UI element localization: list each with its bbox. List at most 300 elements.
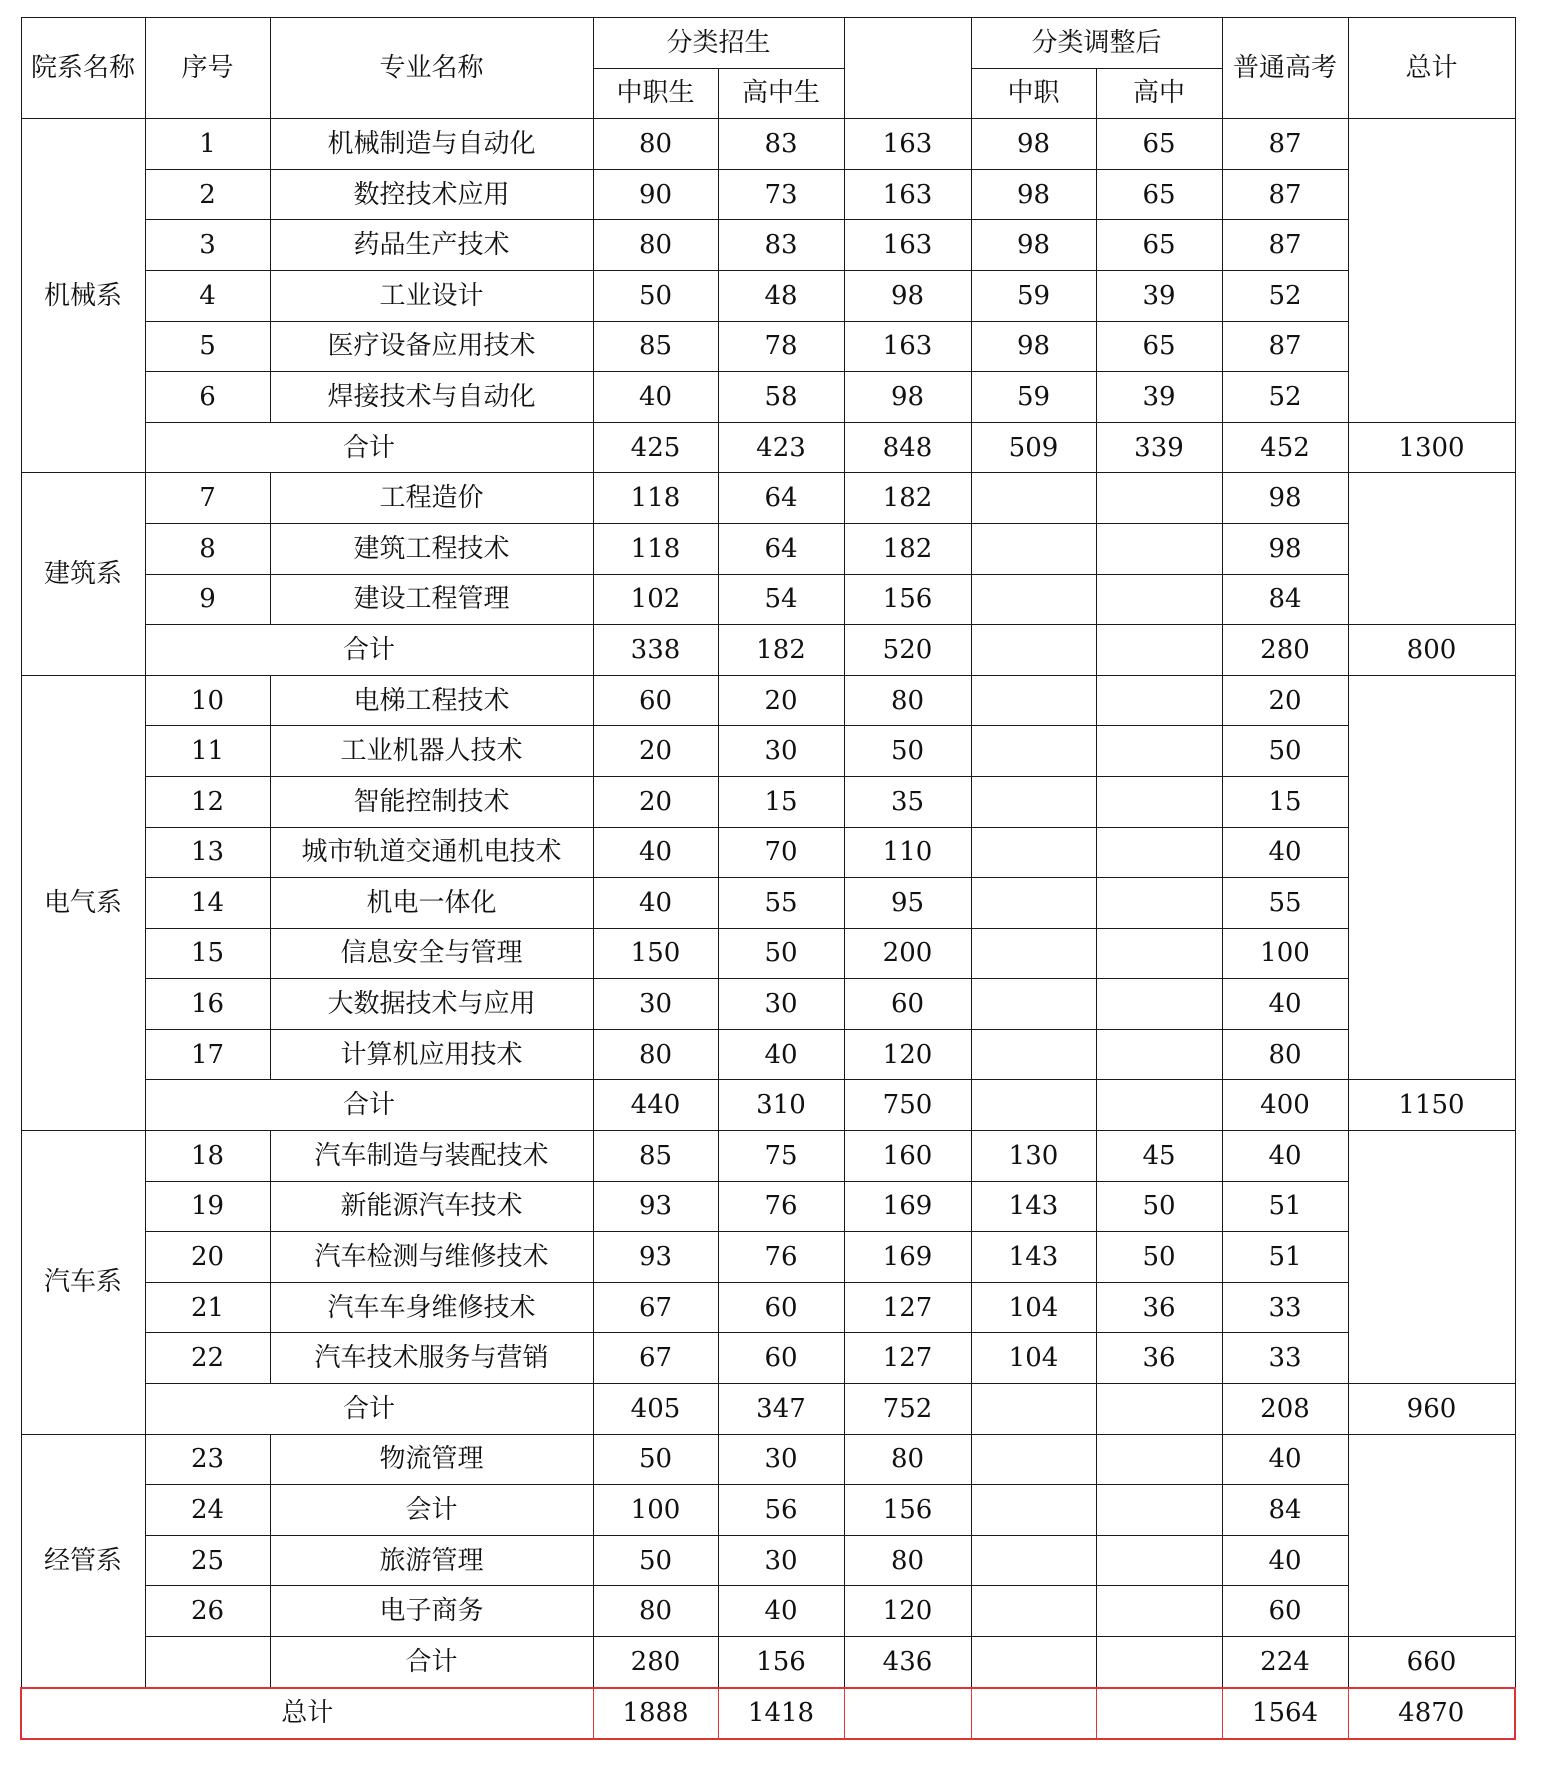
classified-sum-cell: 160 [844,1131,971,1182]
major-cell: 汽车制造与装配技术 [270,1131,593,1182]
gaokao-cell: 33 [1222,1333,1348,1384]
table-row [21,1586,1515,1637]
subtotal-adj-gz: 339 [1096,422,1222,473]
subtotal-sum: 436 [844,1637,971,1688]
gaokao-cell: 84 [1222,1485,1348,1536]
classified-zz-cell: 118 [593,473,718,524]
gaokao-cell: 51 [1222,1181,1348,1232]
subtotal-gz: 347 [718,1384,844,1435]
seq-cell: 7 [145,473,270,524]
classified-sum-cell: 98 [844,372,971,423]
table-row [21,473,1515,524]
grand-total-zz: 1888 [593,1688,718,1740]
classified-sum-cell: 98 [844,270,971,321]
gaokao-cell: 80 [1222,1029,1348,1080]
adjusted-zz-cell: 143 [971,1181,1096,1232]
grand-total-row [21,1688,1515,1740]
classified-gz-cell: 40 [718,1586,844,1637]
gaokao-cell: 55 [1222,878,1348,929]
header-classified: 分类招生 [593,18,844,69]
classified-gz-cell: 64 [718,523,844,574]
classified-sum-cell: 80 [844,1434,971,1485]
table-row [21,827,1515,878]
classified-sum-cell: 127 [844,1282,971,1333]
subtotal-adj-gz [1096,1080,1222,1131]
adjusted-zz-cell [971,878,1096,929]
adjusted-zz-cell [971,1586,1096,1637]
gaokao-cell: 33 [1222,1282,1348,1333]
classified-gz-cell: 83 [718,220,844,271]
major-cell: 机电一体化 [270,878,593,929]
seq-cell: 5 [145,321,270,372]
header-sum [844,18,971,119]
classified-zz-cell: 100 [593,1485,718,1536]
classified-gz-cell: 30 [718,1434,844,1485]
seq-cell: 16 [145,979,270,1030]
subtotal-adj-gz [1096,1637,1222,1688]
subtotal-gz: 156 [718,1637,844,1688]
classified-zz-cell: 67 [593,1282,718,1333]
major-cell: 医疗设备应用技术 [270,321,593,372]
gaokao-cell: 87 [1222,119,1348,170]
adjusted-gz-cell [1096,1485,1222,1536]
classified-sum-cell: 169 [844,1232,971,1283]
gaokao-cell: 98 [1222,523,1348,574]
classified-gz-cell: 40 [718,1029,844,1080]
classified-gz-cell: 75 [718,1131,844,1182]
seq-cell: 14 [145,878,270,929]
subtotal-total: 960 [1348,1384,1515,1435]
subtotal-zz: 338 [593,625,718,676]
header-major: 专业名称 [270,18,593,119]
adjusted-gz-cell: 65 [1096,321,1222,372]
major-cell: 机械制造与自动化 [270,119,593,170]
major-cell: 工程造价 [270,473,593,524]
subtotal-gaokao: 208 [1222,1384,1348,1435]
major-cell: 焊接技术与自动化 [270,372,593,423]
subtotal-sum: 848 [844,422,971,473]
seq-cell: 24 [145,1485,270,1536]
adjusted-gz-cell [1096,827,1222,878]
seq-cell: 23 [145,1434,270,1485]
major-cell: 信息安全与管理 [270,928,593,979]
total-cell-empty [1348,119,1515,423]
subtotal-gaokao: 280 [1222,625,1348,676]
subtotal-row [21,1637,1515,1688]
subtotal-row [21,625,1515,676]
seq-cell: 12 [145,776,270,827]
table-row [21,726,1515,777]
major-cell: 大数据技术与应用 [270,979,593,1030]
subtotal-adj-zz [971,625,1096,676]
subtotal-row [21,422,1515,473]
gaokao-cell: 60 [1222,1586,1348,1637]
seq-cell: 13 [145,827,270,878]
subtotal-row [21,1384,1515,1435]
adjusted-zz-cell [971,827,1096,878]
seq-cell: 6 [145,372,270,423]
classified-gz-cell: 50 [718,928,844,979]
subtotal-zz: 440 [593,1080,718,1131]
subtotal-gz: 310 [718,1080,844,1131]
adjusted-zz-cell: 98 [971,220,1096,271]
classified-sum-cell: 163 [844,321,971,372]
adjusted-zz-cell [971,1535,1096,1586]
major-cell: 会计 [270,1485,593,1536]
adjusted-zz-cell [971,574,1096,625]
adjusted-zz-cell [971,523,1096,574]
seq-cell: 11 [145,726,270,777]
classified-sum-cell: 182 [844,523,971,574]
classified-zz-cell: 80 [593,1029,718,1080]
major-cell: 城市轨道交通机电技术 [270,827,593,878]
table-row [21,321,1515,372]
major-cell: 计算机应用技术 [270,1029,593,1080]
classified-zz-cell: 85 [593,1131,718,1182]
gaokao-cell: 20 [1222,675,1348,726]
adjusted-gz-cell [1096,726,1222,777]
classified-gz-cell: 58 [718,372,844,423]
table-row [21,169,1515,220]
adjusted-zz-cell [971,1434,1096,1485]
classified-sum-cell: 163 [844,119,971,170]
classified-gz-cell: 76 [718,1181,844,1232]
table-row [21,776,1515,827]
classified-zz-cell: 67 [593,1333,718,1384]
adjusted-zz-cell: 98 [971,119,1096,170]
dept-name: 机械系 [21,119,145,473]
adjusted-zz-cell [971,473,1096,524]
dept-name: 建筑系 [21,473,145,675]
adjusted-gz-cell: 65 [1096,169,1222,220]
adjusted-gz-cell: 39 [1096,270,1222,321]
adjusted-gz-cell [1096,675,1222,726]
adjusted-gz-cell: 50 [1096,1232,1222,1283]
classified-gz-cell: 15 [718,776,844,827]
adjusted-gz-cell: 39 [1096,372,1222,423]
classified-zz-cell: 50 [593,270,718,321]
adjusted-zz-cell [971,1485,1096,1536]
classified-gz-cell: 30 [718,979,844,1030]
classified-sum-cell: 156 [844,1485,971,1536]
classified-zz-cell: 93 [593,1232,718,1283]
table-row [21,1333,1515,1384]
adjusted-gz-cell: 65 [1096,220,1222,271]
classified-zz-cell: 50 [593,1434,718,1485]
table-body [21,18,1515,1740]
classified-zz-cell: 118 [593,523,718,574]
total-cell-empty [1348,1434,1515,1636]
classified-sum-cell: 127 [844,1333,971,1384]
header-total: 总计 [1348,18,1515,119]
table-row [21,878,1515,929]
classified-gz-cell: 20 [718,675,844,726]
subtotal-seq-empty [145,1637,270,1688]
table-row [21,928,1515,979]
classified-zz-cell: 60 [593,675,718,726]
table-row [21,1282,1515,1333]
classified-sum-cell: 120 [844,1586,971,1637]
total-cell-empty [1348,473,1515,625]
classified-zz-cell: 40 [593,878,718,929]
subtotal-gaokao: 224 [1222,1637,1348,1688]
subtotal-zz: 405 [593,1384,718,1435]
classified-gz-cell: 70 [718,827,844,878]
classified-zz-cell: 20 [593,726,718,777]
grand-total-label: 总计 [21,1688,593,1740]
header-adjusted-gz: 高中 [1096,68,1222,119]
table-row [21,574,1515,625]
classified-gz-cell: 83 [718,119,844,170]
gaokao-cell: 50 [1222,726,1348,777]
seq-cell: 22 [145,1333,270,1384]
adjusted-zz-cell: 130 [971,1131,1096,1182]
table-row [21,119,1515,170]
adjusted-zz-cell [971,776,1096,827]
major-cell: 新能源汽车技术 [270,1181,593,1232]
header-classified-zz: 中职生 [593,68,718,119]
subtotal-adj-zz [971,1637,1096,1688]
gaokao-cell: 84 [1222,574,1348,625]
seq-cell: 4 [145,270,270,321]
classified-sum-cell: 182 [844,473,971,524]
classified-zz-cell: 85 [593,321,718,372]
header-adjusted: 分类调整后 [971,18,1222,69]
adjusted-gz-cell [1096,1434,1222,1485]
adjusted-gz-cell [1096,1586,1222,1637]
major-cell: 工业机器人技术 [270,726,593,777]
classified-zz-cell: 80 [593,220,718,271]
header-classified-gz: 高中生 [718,68,844,119]
adjusted-gz-cell: 50 [1096,1181,1222,1232]
header-adjusted-zz: 中职 [971,68,1096,119]
classified-gz-cell: 56 [718,1485,844,1536]
table-row [21,270,1515,321]
subtotal-label: 合计 [145,1384,593,1435]
table-row [21,1485,1515,1536]
grand-total-adj-gz [1096,1688,1222,1740]
adjusted-gz-cell: 36 [1096,1282,1222,1333]
subtotal-gaokao: 400 [1222,1080,1348,1131]
subtotal-sum: 520 [844,625,971,676]
classified-zz-cell: 80 [593,1586,718,1637]
major-cell: 汽车技术服务与营销 [270,1333,593,1384]
classified-gz-cell: 60 [718,1282,844,1333]
subtotal-zz: 425 [593,422,718,473]
table-row [21,1232,1515,1283]
gaokao-cell: 98 [1222,473,1348,524]
classified-zz-cell: 40 [593,827,718,878]
table-row [21,220,1515,271]
classified-sum-cell: 169 [844,1181,971,1232]
gaokao-cell: 87 [1222,169,1348,220]
seq-cell: 17 [145,1029,270,1080]
classified-gz-cell: 60 [718,1333,844,1384]
seq-cell: 1 [145,119,270,170]
adjusted-gz-cell [1096,1535,1222,1586]
adjusted-gz-cell [1096,574,1222,625]
adjusted-gz-cell [1096,1029,1222,1080]
classified-sum-cell: 80 [844,1535,971,1586]
adjusted-gz-cell [1096,928,1222,979]
grand-total-total: 4870 [1348,1688,1515,1740]
classified-zz-cell: 150 [593,928,718,979]
adjusted-zz-cell [971,675,1096,726]
subtotal-total: 1150 [1348,1080,1515,1131]
major-cell: 旅游管理 [270,1535,593,1586]
seq-cell: 21 [145,1282,270,1333]
major-cell: 智能控制技术 [270,776,593,827]
adjusted-gz-cell [1096,776,1222,827]
classified-gz-cell: 78 [718,321,844,372]
major-cell: 工业设计 [270,270,593,321]
gaokao-cell: 40 [1222,1535,1348,1586]
classified-gz-cell: 73 [718,169,844,220]
classified-sum-cell: 50 [844,726,971,777]
classified-sum-cell: 110 [844,827,971,878]
grand-total-gz: 1418 [718,1688,844,1740]
classified-zz-cell: 30 [593,979,718,1030]
subtotal-gz: 182 [718,625,844,676]
total-cell-empty [1348,675,1515,1080]
table-row [21,1181,1515,1232]
classified-zz-cell: 80 [593,119,718,170]
major-cell: 数控技术应用 [270,169,593,220]
gaokao-cell: 40 [1222,1131,1348,1182]
table-row [21,372,1515,423]
adjusted-zz-cell [971,979,1096,1030]
classified-gz-cell: 55 [718,878,844,929]
classified-sum-cell: 200 [844,928,971,979]
adjusted-zz-cell: 143 [971,1232,1096,1283]
subtotal-adj-zz [971,1384,1096,1435]
table-row [21,1434,1515,1485]
gaokao-cell: 40 [1222,827,1348,878]
subtotal-gz: 423 [718,422,844,473]
major-cell: 电子商务 [270,1586,593,1637]
classified-zz-cell: 20 [593,776,718,827]
seq-cell: 20 [145,1232,270,1283]
enrollment-table [20,17,1516,1740]
subtotal-adj-gz [1096,625,1222,676]
classified-sum-cell: 80 [844,675,971,726]
subtotal-row [21,1080,1515,1131]
dept-name: 经管系 [21,1434,145,1687]
seq-cell: 9 [145,574,270,625]
gaokao-cell: 52 [1222,270,1348,321]
gaokao-cell: 40 [1222,1434,1348,1485]
classified-gz-cell: 64 [718,473,844,524]
classified-sum-cell: 120 [844,1029,971,1080]
gaokao-cell: 51 [1222,1232,1348,1283]
classified-sum-cell: 163 [844,169,971,220]
table-row [21,523,1515,574]
seq-cell: 26 [145,1586,270,1637]
adjusted-zz-cell: 104 [971,1282,1096,1333]
subtotal-sum: 752 [844,1384,971,1435]
adjusted-zz-cell [971,1029,1096,1080]
classified-gz-cell: 76 [718,1232,844,1283]
major-cell: 电梯工程技术 [270,675,593,726]
table-row [21,1029,1515,1080]
major-cell: 药品生产技术 [270,220,593,271]
classified-zz-cell: 40 [593,372,718,423]
classified-gz-cell: 30 [718,1535,844,1586]
adjusted-gz-cell [1096,523,1222,574]
seq-cell: 18 [145,1131,270,1182]
classified-zz-cell: 102 [593,574,718,625]
seq-cell: 15 [145,928,270,979]
adjusted-zz-cell: 59 [971,270,1096,321]
grand-total-adj-zz [971,1688,1096,1740]
classified-sum-cell: 156 [844,574,971,625]
table-row [21,1535,1515,1586]
total-cell-empty [1348,1131,1515,1384]
classified-sum-cell: 60 [844,979,971,1030]
gaokao-cell: 15 [1222,776,1348,827]
adjusted-gz-cell [1096,979,1222,1030]
major-cell: 汽车车身维修技术 [270,1282,593,1333]
table-row [21,979,1515,1030]
dept-name: 汽车系 [21,1131,145,1435]
adjusted-zz-cell: 59 [971,372,1096,423]
seq-cell: 25 [145,1535,270,1586]
subtotal-label: 合计 [270,1637,593,1688]
subtotal-gaokao: 452 [1222,422,1348,473]
classified-gz-cell: 30 [718,726,844,777]
adjusted-gz-cell [1096,473,1222,524]
classified-sum-cell: 163 [844,220,971,271]
classified-zz-cell: 50 [593,1535,718,1586]
gaokao-cell: 100 [1222,928,1348,979]
subtotal-label: 合计 [145,625,593,676]
classified-zz-cell: 93 [593,1181,718,1232]
seq-cell: 2 [145,169,270,220]
gaokao-cell: 87 [1222,220,1348,271]
subtotal-total: 660 [1348,1637,1515,1688]
subtotal-adj-zz [971,1080,1096,1131]
adjusted-zz-cell [971,726,1096,777]
adjusted-gz-cell: 65 [1096,119,1222,170]
grand-total-gaokao: 1564 [1222,1688,1348,1740]
classified-zz-cell: 90 [593,169,718,220]
grand-total-sum [844,1688,971,1740]
major-cell: 建筑工程技术 [270,523,593,574]
gaokao-cell: 40 [1222,979,1348,1030]
adjusted-zz-cell: 98 [971,169,1096,220]
classified-sum-cell: 35 [844,776,971,827]
adjusted-zz-cell [971,928,1096,979]
major-cell: 建设工程管理 [270,574,593,625]
subtotal-label: 合计 [145,1080,593,1131]
major-cell: 汽车检测与维修技术 [270,1232,593,1283]
major-cell: 物流管理 [270,1434,593,1485]
adjusted-zz-cell: 104 [971,1333,1096,1384]
header-row [21,18,1515,69]
subtotal-adj-gz [1096,1384,1222,1435]
adjusted-gz-cell: 36 [1096,1333,1222,1384]
gaokao-cell: 87 [1222,321,1348,372]
dept-name: 电气系 [21,675,145,1130]
seq-cell: 19 [145,1181,270,1232]
subtotal-total: 800 [1348,625,1515,676]
header-dept: 院系名称 [21,18,145,119]
header-seq: 序号 [145,18,270,119]
subtotal-zz: 280 [593,1637,718,1688]
classified-gz-cell: 54 [718,574,844,625]
classified-gz-cell: 48 [718,270,844,321]
seq-cell: 8 [145,523,270,574]
